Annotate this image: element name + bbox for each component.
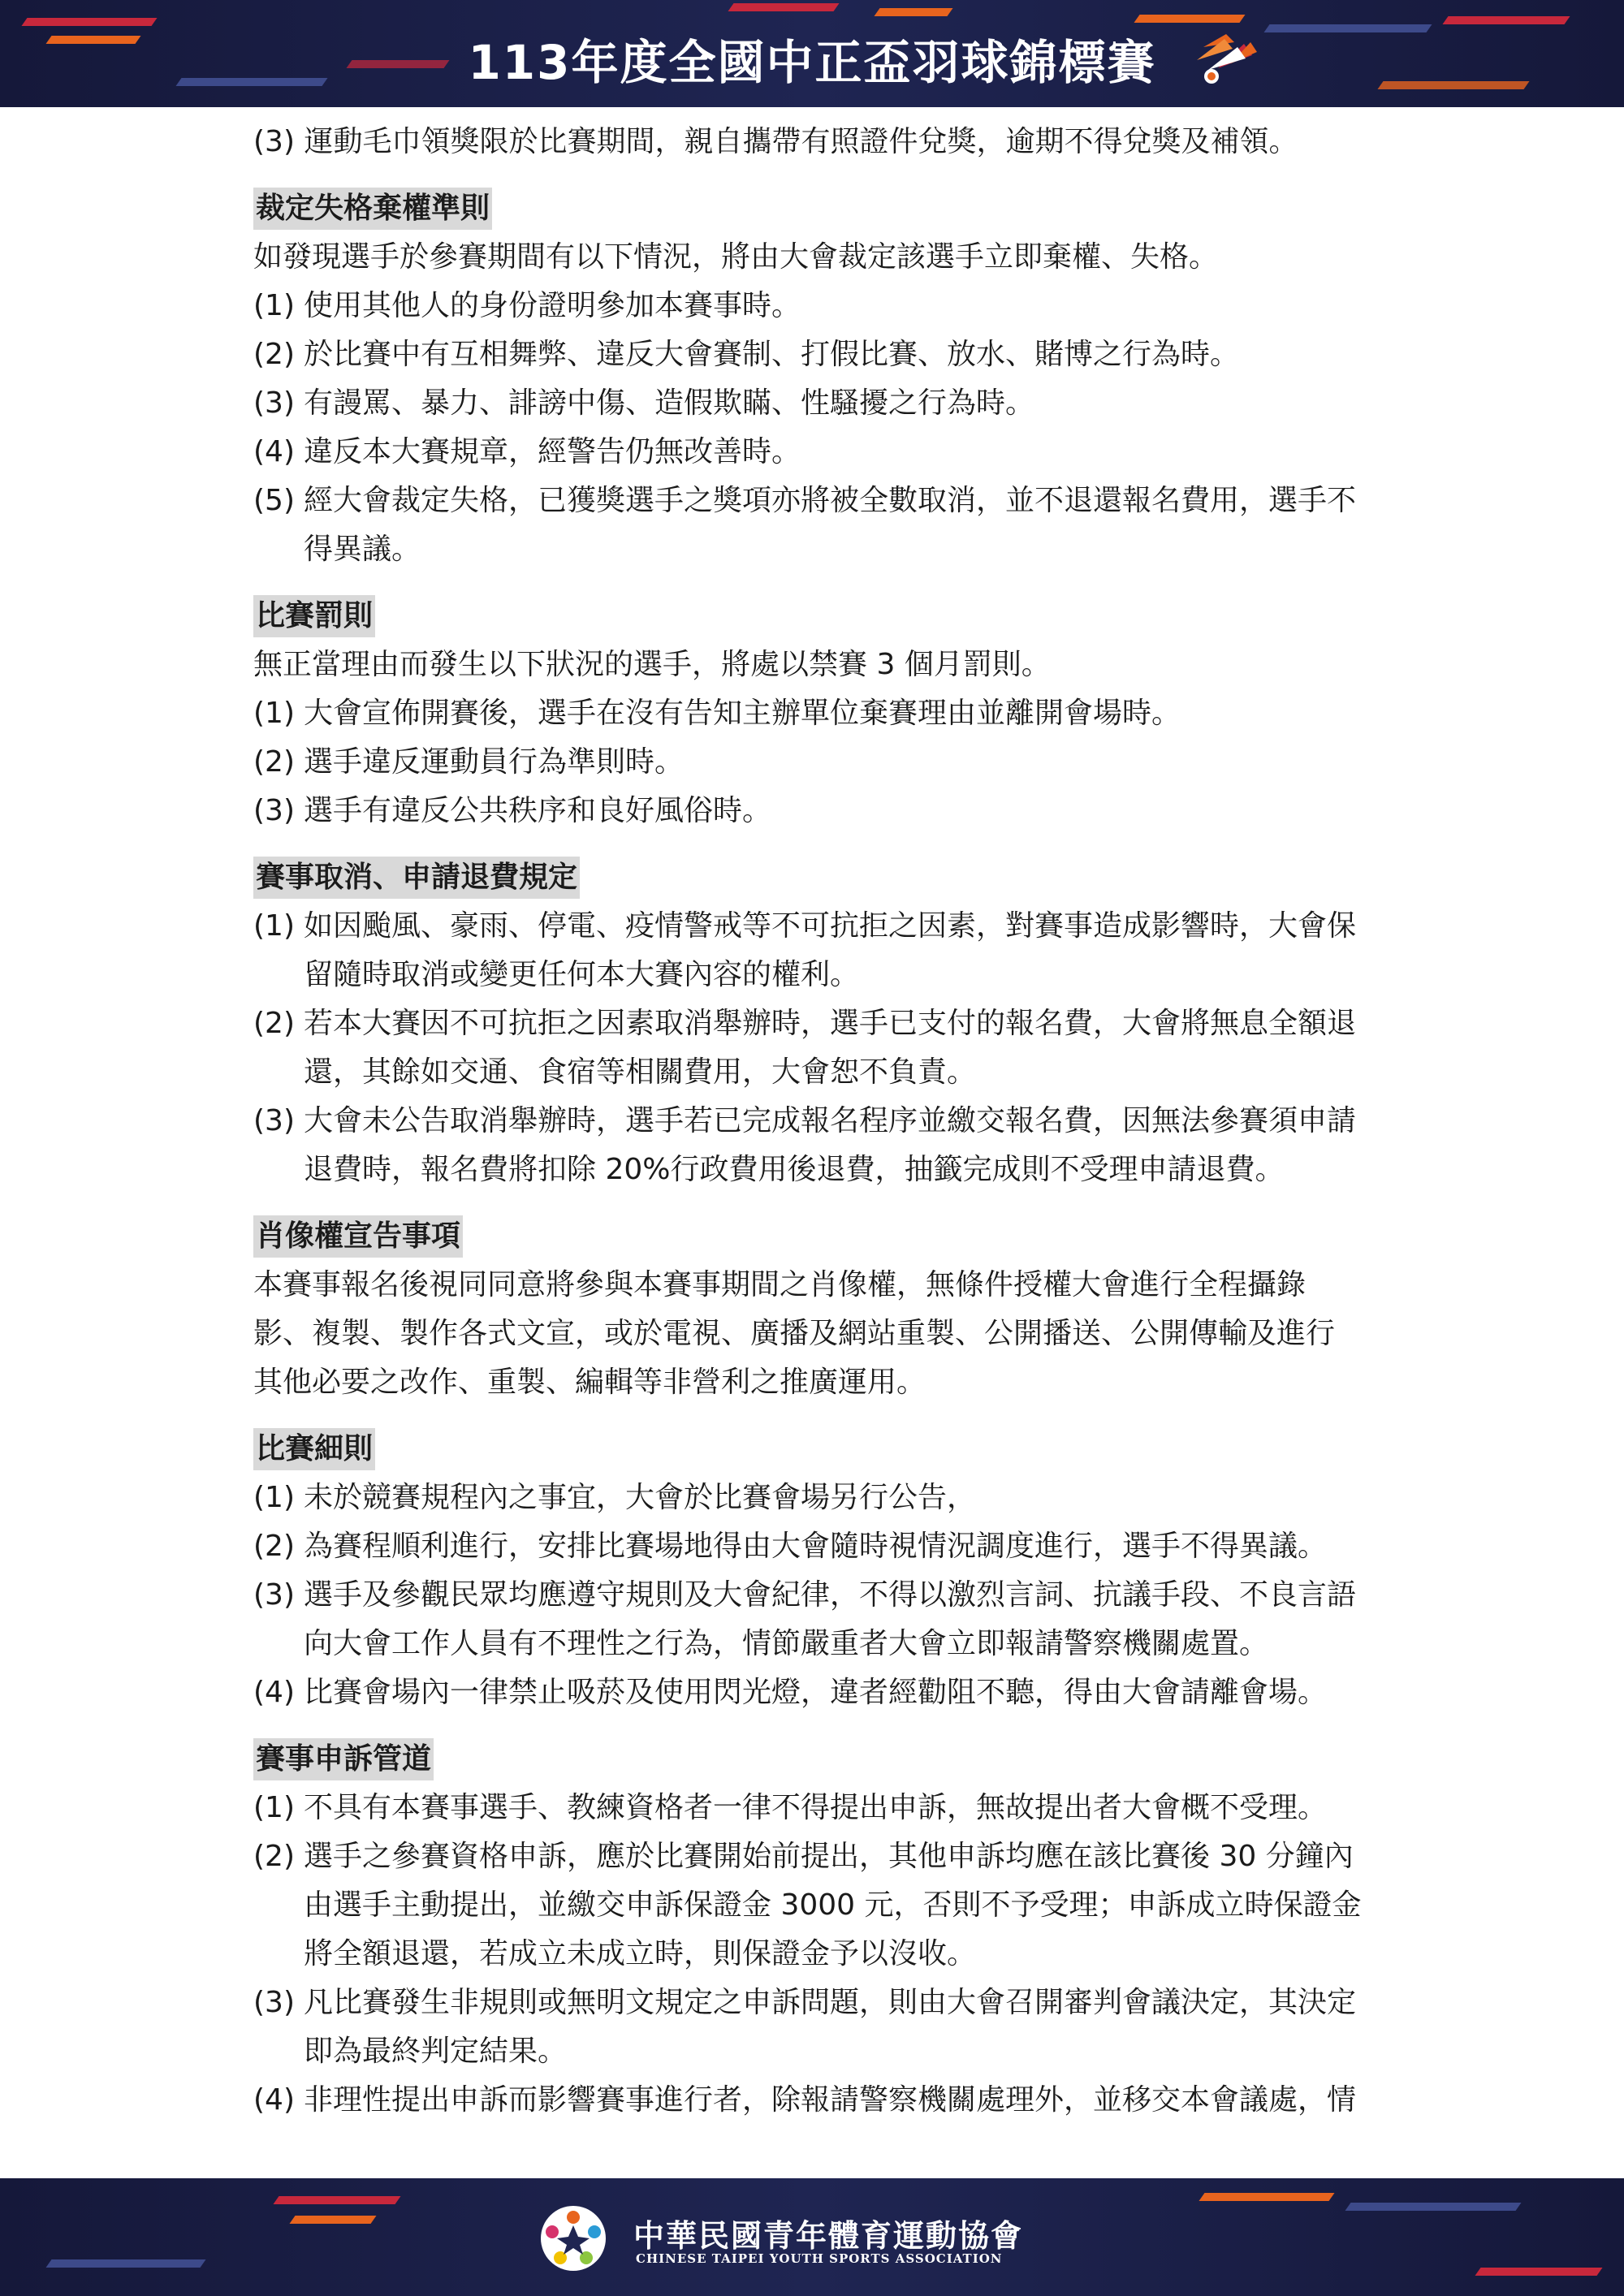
decor-stripe — [728, 3, 839, 11]
list-item — [253, 1668, 1488, 1717]
list-item-text: 比賽會場內一律禁止吸菸及使用閃光燈，違者經勸阻不聽，得由大會請離會場。 — [304, 1676, 1328, 1709]
list-item — [253, 1522, 1488, 1571]
decor-stripe — [289, 2216, 376, 2224]
list-item — [253, 902, 1488, 999]
list-item-text: 未於競賽規程內之事宜，大會於比賽會場另行公告， — [304, 1481, 977, 1514]
section-competition-rules — [253, 1425, 1488, 1717]
list-item-number: (3) — [253, 1578, 295, 1612]
list-item-number: (3) — [253, 794, 295, 827]
list-item-number: (4) — [253, 1676, 295, 1709]
list-item-number: (3) — [253, 1104, 295, 1137]
list-item — [253, 1474, 1488, 1522]
list-item-text: 退費時，報名費將扣除 20%行政費用後退費，抽籤完成則不受理申請退費。 — [304, 1153, 1285, 1186]
list-item-text: 即為最終判定結果。 — [304, 2035, 568, 2068]
decor-stripe — [45, 2259, 205, 2268]
list-item — [253, 1097, 1488, 1194]
document-body — [253, 118, 1488, 2125]
list-item — [253, 428, 1488, 477]
list-item-text: 將全額退還，若成立未成立時，則保證金予以沒收。 — [304, 1937, 977, 1970]
section-paragraph: 無正當理由而發生以下狀況的選手，將處以禁賽 3 個月罰則。 — [253, 648, 1051, 681]
list-item — [253, 738, 1488, 787]
decor-stripe — [1345, 2203, 1521, 2211]
list-item-text: 選手有違反公共秩序和良好風俗時。 — [304, 794, 772, 827]
list-item-text: 違反本大賽規章，經警告仍無改善時。 — [304, 435, 801, 468]
decor-stripe — [1199, 2193, 1334, 2201]
list-item-text: 選手之參賽資格申訴，應於比賽開始前提出，其他申訴均應在該比賽後 30 分鐘內 — [304, 1840, 1354, 1873]
section-paragraph: 本賽事報名後視同同意將參與本賽事期間之肖像權，無條件授權大會進行全程攝錄 — [253, 1268, 1307, 1301]
star-people-logo-icon — [539, 2204, 607, 2272]
section-paragraph: 如發現選手於參賽期間有以下情況，將由大會裁定該選手立即棄權、失格。 — [253, 240, 1219, 274]
list-item — [253, 282, 1488, 330]
section-disqualification — [253, 184, 1488, 574]
list-item-text: 向大會工作人員有不理性之行為，情節嚴重者大會立即報請警察機關處置。 — [304, 1627, 1269, 1660]
list-item — [253, 1979, 1488, 2076]
list-item-number: (1) — [253, 697, 295, 730]
list-item-number: (2) — [253, 745, 295, 779]
decor-stripe — [273, 2196, 400, 2204]
section-paragraph: 其他必要之改作、重製、編輯等非營利之推廣運用。 — [253, 1366, 926, 1399]
section-heading: 肖像權宣告事項 — [253, 1215, 463, 1258]
list-item-number: (1) — [253, 1791, 295, 1824]
list-item — [253, 787, 1488, 835]
section-heading: 比賽細則 — [253, 1428, 375, 1470]
list-item-number: (2) — [253, 338, 295, 371]
organization-name-english: CHINESE TAIPEI YOUTH SPORTS ASSOCIATION — [636, 2251, 1003, 2266]
list-item — [253, 689, 1488, 738]
list-item-number: (2) — [253, 1530, 295, 1563]
list-item-text: 若本大賽因不可抗拒之因素取消舉辦時，選手已支付的報名費，大會將無息全額退 — [304, 1007, 1357, 1040]
list-item-number: (2) — [253, 1007, 295, 1040]
list-item-text: 大會未公告取消舉辦時，選手若已完成報名程序並繳交報名費，因無法參賽須申請 — [304, 1104, 1357, 1137]
list-item-text: 使用其他人的身份證明參加本賽事時。 — [304, 289, 801, 322]
list-item-text: 於比賽中有互相舞弊、違反大會賽制、打假比賽、放水、賭博之行為時。 — [304, 338, 1240, 371]
list-item-text: 大會宣佈開賽後，選手在沒有告知主辦單位棄賽理由並離開會場時。 — [304, 697, 1181, 730]
list-item-number: (5) — [253, 484, 295, 517]
list-item-text: 經大會裁定失格，已獲獎選手之獎項亦將被全數取消，並不退還報名費用，選手不 — [304, 484, 1357, 517]
list-item — [253, 330, 1488, 379]
page-title: 113年度全國中正盃羽球錦標賽 — [468, 35, 1156, 90]
decor-stripe — [1442, 16, 1570, 24]
list-item-number: (3) — [253, 386, 295, 420]
decor-stripe — [1475, 2268, 1602, 2276]
list-item-text: 為賽程順利進行，安排比賽場地得由大會隨時視情況調度進行，選手不得異議。 — [304, 1530, 1328, 1563]
list-item-number: (3) — [253, 1986, 295, 2019]
section-heading: 賽事取消、申請退費規定 — [253, 857, 580, 899]
decor-stripe — [1134, 15, 1245, 23]
organization-name: 中華民國青年體育運動協會 — [633, 2218, 1024, 2254]
list-item — [253, 2076, 1488, 2125]
list-item-number: (4) — [253, 435, 295, 468]
section-heading: 比賽罰則 — [253, 595, 375, 637]
page-header — [0, 0, 1624, 107]
list-item — [253, 1571, 1488, 1668]
list-item-text: 有謾罵、暴力、誹謗中傷、造假欺瞞、性騷擾之行為時。 — [304, 386, 1035, 420]
section-appeals — [253, 1735, 1488, 2125]
list-item — [253, 1832, 1488, 1979]
list-item — [253, 1784, 1488, 1832]
list-item-text: 由選手主動提出，並繳交申訴保證金 3000 元，否則不予受理；申訴成立時保證金 — [304, 1888, 1362, 1922]
list-item-number: (4) — [253, 2083, 295, 2117]
section-heading: 賽事申訴管道 — [253, 1738, 434, 1780]
list-item-text: 如因颱風、豪雨、停電、疫情警戒等不可抗拒之因素，對賽事造成影響時，大會保 — [304, 909, 1357, 943]
intro-line: (3) 運動毛巾領獎限於比賽期間，親自攜帶有照證件兌獎，逾期不得兌獎及補領。 — [253, 125, 1298, 158]
list-item-text: 非理性提出申訴而影響賽事進行者，除報請警察機關處理外，並移交本會議處，情 — [304, 2083, 1357, 2117]
list-item-text: 凡比賽發生非規則或無明文規定之申訴問題，則由大會召開審判會議決定，其決定 — [304, 1986, 1357, 2019]
section-heading: 裁定失格棄權準則 — [253, 188, 492, 230]
list-item-number: (1) — [253, 1481, 295, 1514]
list-item-text: 選手違反運動員行為準則時。 — [304, 745, 685, 779]
list-item-text: 還，其餘如交通、食宿等相關費用，大會恕不負責。 — [304, 1055, 977, 1089]
list-item-number: (1) — [253, 909, 295, 943]
section-cancellation-refund — [253, 853, 1488, 1194]
section-portrait-rights — [253, 1212, 1488, 1407]
section-penalties — [253, 592, 1488, 835]
list-item-number: (1) — [253, 289, 295, 322]
intro-item — [253, 118, 1488, 166]
list-item-number: (2) — [253, 1840, 295, 1873]
list-item-text: 留隨時取消或變更任何本大賽內容的權利。 — [304, 958, 860, 991]
list-item — [253, 477, 1488, 574]
section-paragraph: 影、複製、製作各式文宣，或於電視、廣播及網站重製、公開播送、公開傳輸及進行 — [253, 1317, 1336, 1350]
list-item-text: 不具有本賽事選手、教練資格者一律不得提出申訴，無故提出者大會概不受理。 — [304, 1791, 1328, 1824]
shuttlecock-icon — [1194, 31, 1267, 88]
page-footer — [0, 2178, 1624, 2296]
list-item-text: 得異議。 — [304, 533, 421, 566]
decor-stripe — [874, 8, 952, 16]
list-item — [253, 999, 1488, 1097]
list-item-text: 選手及參觀民眾均應遵守規則及大會紀律，不得以激烈言詞、抗議手段、不良言語 — [304, 1578, 1357, 1612]
list-item — [253, 379, 1488, 428]
